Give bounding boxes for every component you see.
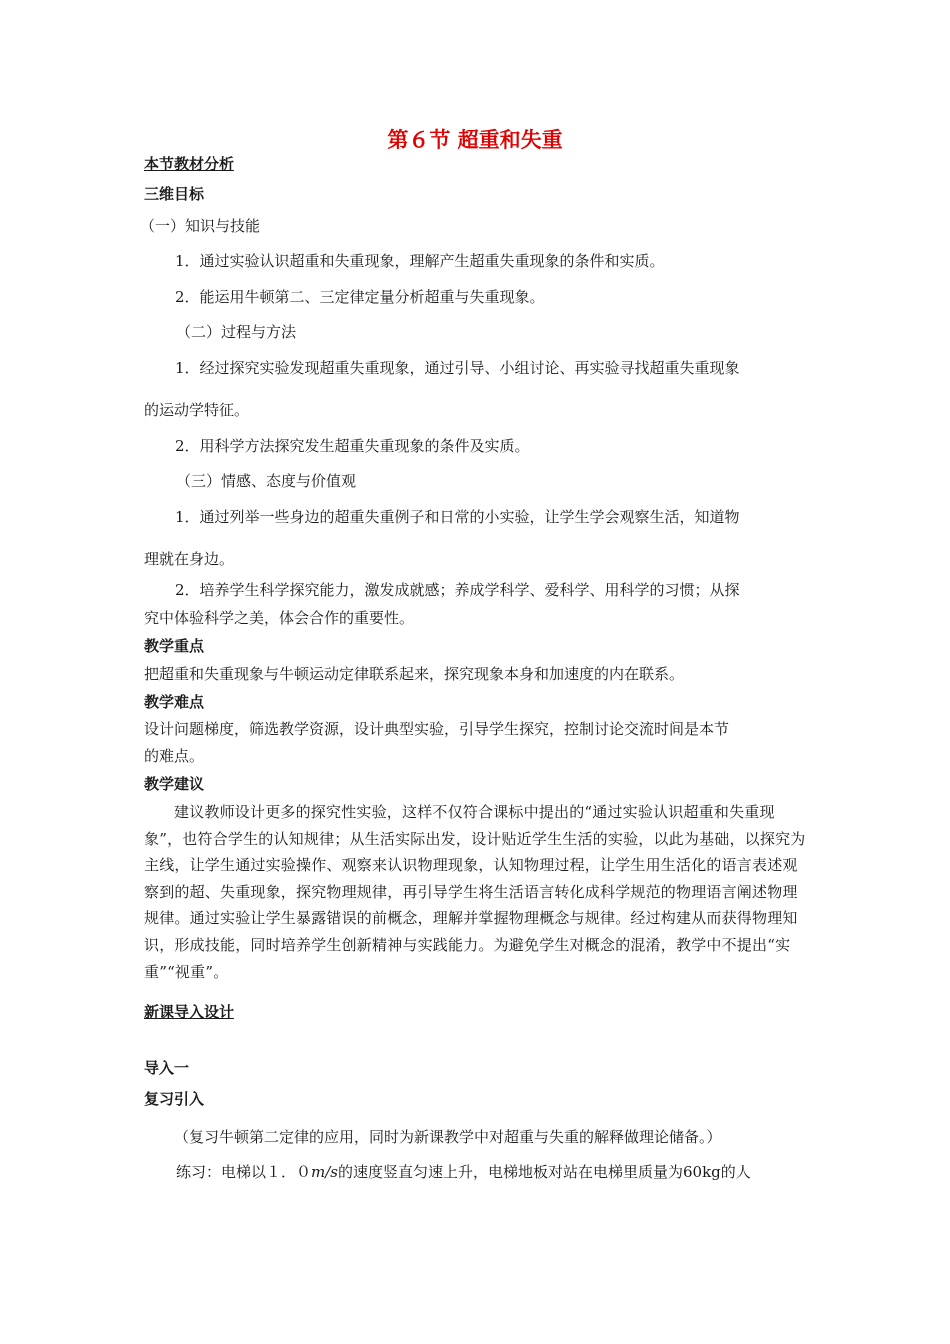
section-heading-suggestion: 教学建议 xyxy=(144,775,205,793)
goal1-item2: 2．能运用牛顿第二、三定律定量分析超重与失重现象。 xyxy=(175,288,545,306)
review-note: （复习牛顿第二定律的应用，同时为新课教学中对超重与失重的解释做理论储备。） xyxy=(174,1128,722,1146)
section-heading-intro-design: 新课导入设计 xyxy=(144,1003,235,1021)
exercise-unit: m/s xyxy=(311,1163,338,1181)
goal3-item2-line1: 2．培养学生科学探究能力，激发成就感；养成学科学、爱科学、用科学的习惯；从探 xyxy=(175,581,740,599)
exercise-suffix: 的速度竖直匀速上升，电梯地板对站在电梯里质量为60kg的人 xyxy=(338,1163,751,1181)
review-heading: 复习引入 xyxy=(144,1090,205,1108)
difficulty-line2: 的难点。 xyxy=(144,747,205,765)
goal3-item2-line2: 究中体验科学之美，体会合作的重要性。 xyxy=(144,609,415,627)
section-heading-analysis: 本节教材分析 xyxy=(144,155,235,173)
goal3-item1-line2: 理就在身边。 xyxy=(144,550,235,568)
key-point-text: 把超重和失重现象与牛顿运动定律联系起来，探究现象本身和加速度的内在联系。 xyxy=(144,665,685,683)
goal1-heading: （一）知识与技能 xyxy=(140,217,261,235)
intro1-heading: 导入一 xyxy=(144,1059,190,1077)
goal2-heading: （二）过程与方法 xyxy=(176,323,297,341)
goal1-item1: 1．通过实验认识超重和失重现象，理解产生超重失重现象的条件和实质。 xyxy=(175,252,665,270)
goal2-item2: 2．用科学方法探究发生超重失重现象的条件及实质。 xyxy=(175,437,530,455)
goal3-heading: （三）情感、态度与价值观 xyxy=(176,472,357,490)
section-heading-difficulty: 教学难点 xyxy=(144,693,205,711)
exercise-line xyxy=(176,1162,751,1182)
exercise-prefix: 练习：电梯以１．０ xyxy=(176,1163,312,1181)
section-heading-key-point: 教学重点 xyxy=(144,637,205,655)
goal2-item1-line2: 的运动学特征。 xyxy=(144,401,250,419)
goal3-item1-line1: 1．通过列举一些身边的超重失重例子和日常的小实验，让学生学会观察生活，知道物 xyxy=(175,508,740,526)
difficulty-line1: 设计问题梯度，筛选教学资源，设计典型实验，引导学生探究，控制讨论交流时间是本节 xyxy=(144,720,730,738)
section-heading-goals: 三维目标 xyxy=(144,185,205,203)
suggestion-paragraph: 建议教师设计更多的探究性实验，这样不仅符合课标中提出的“通过实验认识超重和失重现象”，也符合学生的认知规律；从生活实际出发，设计贴近学生生活的实验，以此为基础，以探究为主线，让学生通过实验操作、观察来认识物理现象，认知物理过程，让学生用生活化的语言表述观察到的超、失重现象，探究物理规律，再引导学生将生活语言转化成科学规范的物理语言阐述物理规律。通过实验让学生暴露错误的前概念，理解并掌握物理概念与规律。经过构建从而获得物理知识，形成技能，同时培养学生创新精神与实践能力。为避免学生对概念的混淆，教学中不提出“实重”“视重”。 xyxy=(144,803,806,981)
page-title: 第６节 超重和失重 xyxy=(387,128,563,152)
goal2-item1-line1: 1．经过探究实验发现超重失重现象，通过引导、小组讨论、再实验寻找超重失重现象 xyxy=(175,359,740,377)
